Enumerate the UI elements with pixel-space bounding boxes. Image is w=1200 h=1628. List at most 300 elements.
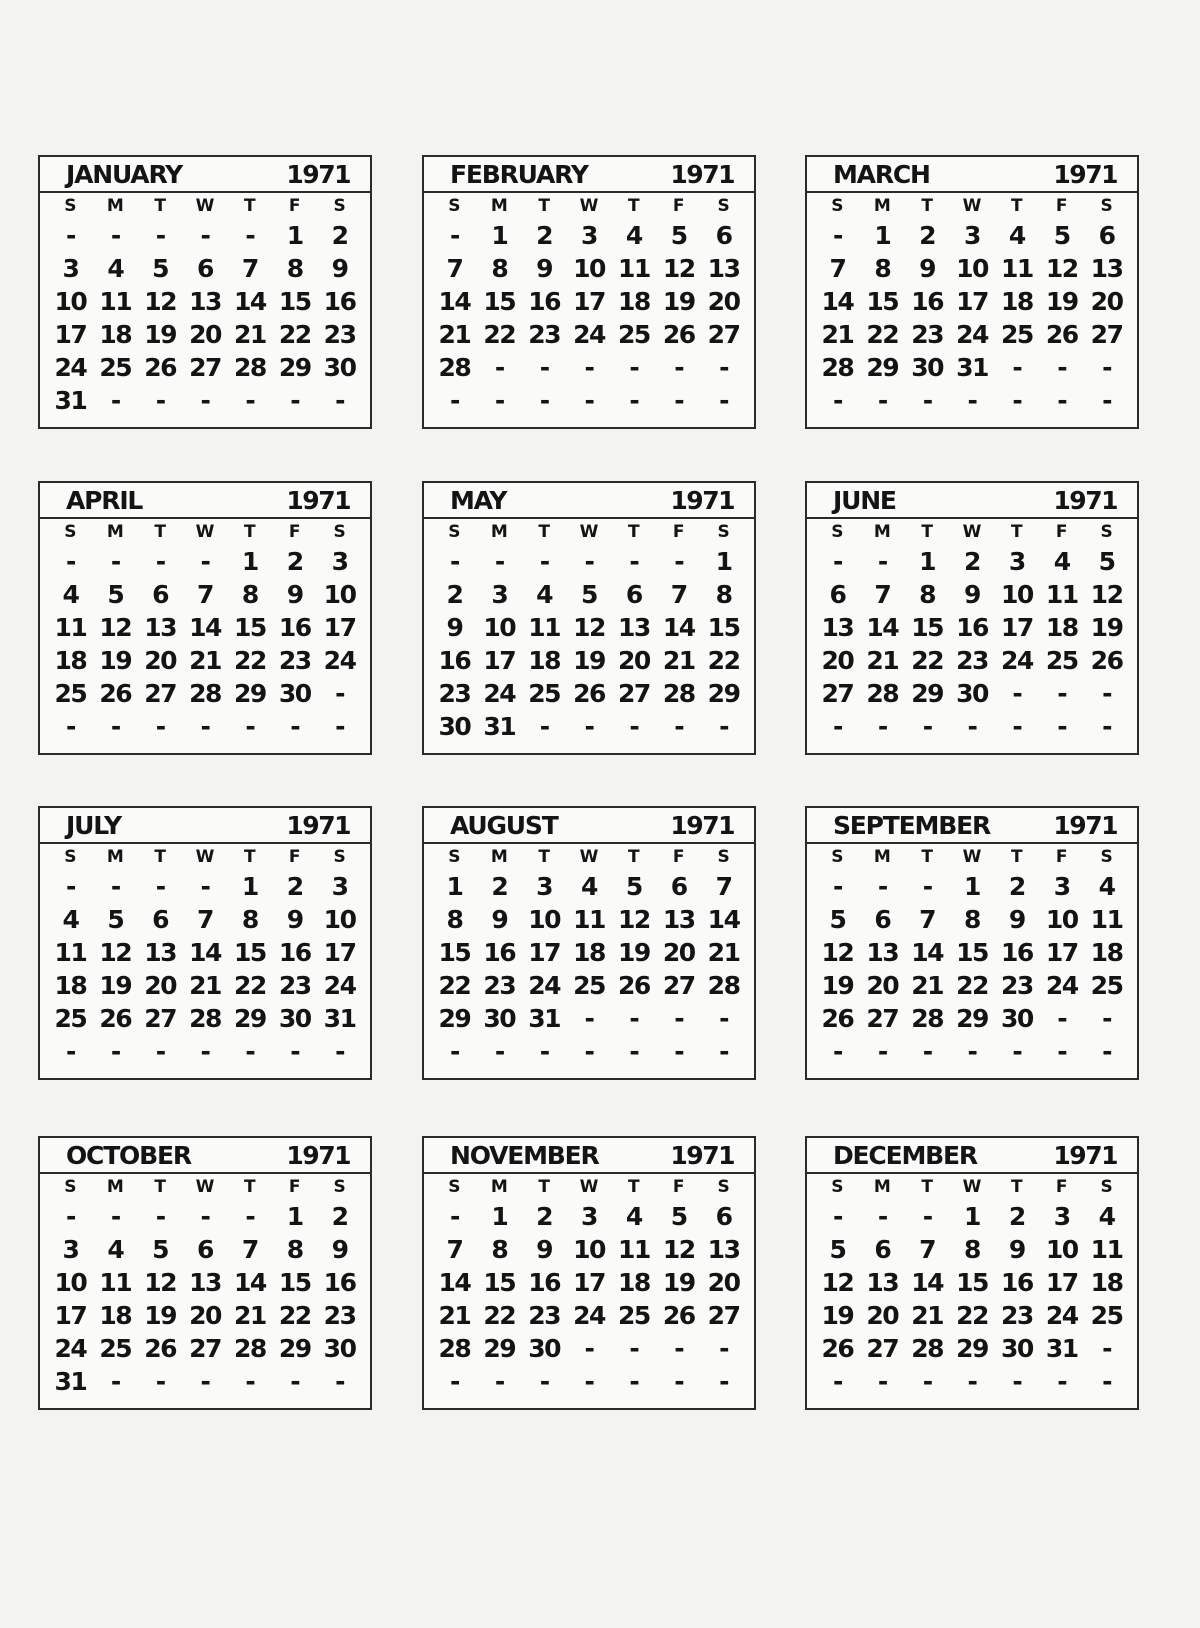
- day-cell: 4: [107, 254, 124, 283]
- day-cell: 21: [866, 646, 899, 675]
- day-cell: 3: [1008, 547, 1025, 576]
- day-placeholder: -: [832, 872, 842, 901]
- day-cell: 25: [573, 971, 605, 1000]
- day-placeholder: -: [584, 1367, 594, 1396]
- day-cell: 19: [821, 1301, 854, 1330]
- weekday-label: T: [538, 1177, 550, 1197]
- weekday-label: S: [831, 522, 844, 542]
- day-grid: [40, 219, 370, 417]
- day-cell: 20: [617, 646, 650, 675]
- day-cell: 16: [323, 287, 356, 316]
- day-placeholder: -: [877, 872, 887, 901]
- day-placeholder: -: [245, 221, 255, 250]
- day-cell: 5: [107, 905, 124, 934]
- day-cell: 3: [331, 872, 348, 901]
- day-cell: 12: [662, 254, 695, 283]
- day-placeholder: -: [832, 386, 842, 415]
- day-cell: 14: [233, 1268, 266, 1297]
- day-cell: 15: [866, 287, 899, 316]
- weekday-label: S: [831, 196, 844, 216]
- day-cell: 22: [911, 646, 944, 675]
- day-cell: 15: [438, 938, 471, 967]
- day-cell: 13: [821, 613, 854, 642]
- day-cell: 18: [54, 971, 87, 1000]
- day-cell: 11: [617, 254, 650, 283]
- day-cell: 11: [573, 905, 605, 934]
- month-header: [807, 157, 1137, 193]
- day-placeholder: -: [629, 1037, 639, 1066]
- day-cell: 15: [707, 613, 740, 642]
- month-header: [424, 1138, 754, 1174]
- day-cell: 17: [528, 938, 561, 967]
- day-placeholder: -: [494, 1037, 504, 1066]
- day-cell: 24: [1045, 1301, 1078, 1330]
- day-cell: 4: [62, 905, 79, 934]
- day-placeholder: -: [832, 1202, 842, 1231]
- day-cell: 20: [144, 646, 177, 675]
- day-cell: 31: [323, 1004, 356, 1033]
- day-cell: 9: [331, 1235, 348, 1264]
- day-placeholder: -: [245, 1037, 255, 1066]
- day-cell: 7: [874, 580, 891, 609]
- month-year: 1971: [1053, 1141, 1117, 1170]
- day-cell: 31: [528, 1004, 561, 1033]
- day-placeholder: -: [65, 221, 75, 250]
- day-cell: 30: [438, 712, 471, 741]
- day-cell: 3: [491, 580, 508, 609]
- month-card-june: [805, 481, 1139, 755]
- month-year: 1971: [1053, 486, 1117, 515]
- day-cell: 23: [528, 320, 561, 349]
- day-placeholder: -: [1102, 1004, 1112, 1033]
- day-cell: 15: [956, 1268, 988, 1297]
- day-placeholder: -: [335, 1367, 345, 1396]
- month-header: [424, 808, 754, 844]
- weekday-label: M: [106, 522, 124, 542]
- day-placeholder: -: [1057, 1004, 1067, 1033]
- weekday-label: T: [154, 196, 166, 216]
- month-name: AUGUST: [450, 811, 558, 840]
- day-placeholder: -: [245, 1202, 255, 1231]
- day-placeholder: -: [1057, 1367, 1067, 1396]
- day-cell: 15: [483, 287, 516, 316]
- day-cell: 11: [528, 613, 561, 642]
- day-placeholder: -: [967, 1037, 977, 1066]
- day-cell: 15: [233, 938, 266, 967]
- day-placeholder: -: [539, 386, 549, 415]
- day-cell: 7: [919, 905, 936, 934]
- day-cell: 26: [144, 353, 177, 382]
- day-cell: 20: [189, 320, 221, 349]
- day-cell: 11: [1045, 580, 1078, 609]
- day-placeholder: -: [65, 1202, 75, 1231]
- month-card-october: [38, 1136, 372, 1410]
- day-placeholder: -: [110, 872, 120, 901]
- day-placeholder: -: [290, 1367, 300, 1396]
- day-cell: 21: [821, 320, 854, 349]
- day-cell: 11: [1090, 905, 1123, 934]
- weekday-row: [40, 519, 370, 545]
- day-placeholder: -: [629, 547, 639, 576]
- day-cell: 6: [715, 221, 732, 250]
- weekday-label: M: [873, 847, 891, 867]
- day-cell: 14: [707, 905, 740, 934]
- day-grid: [40, 545, 370, 743]
- month-year: 1971: [670, 811, 734, 840]
- day-cell: 5: [107, 580, 124, 609]
- weekday-label: S: [831, 1177, 844, 1197]
- day-cell: 27: [866, 1334, 899, 1363]
- day-grid: [40, 1200, 370, 1398]
- day-cell: 2: [331, 221, 348, 250]
- day-placeholder: -: [155, 1202, 165, 1231]
- day-cell: 28: [189, 679, 221, 708]
- day-placeholder: -: [200, 386, 210, 415]
- day-cell: 28: [233, 353, 266, 382]
- day-cell: 31: [483, 712, 516, 741]
- day-cell: 27: [707, 320, 740, 349]
- day-cell: 5: [829, 905, 846, 934]
- day-cell: 16: [1000, 938, 1033, 967]
- day-cell: 26: [1090, 646, 1123, 675]
- day-cell: 17: [1045, 938, 1078, 967]
- month-name: SEPTEMBER: [833, 811, 990, 840]
- day-placeholder: -: [629, 712, 639, 741]
- day-placeholder: -: [967, 386, 977, 415]
- weekday-label: S: [448, 196, 461, 216]
- day-placeholder: -: [877, 386, 887, 415]
- day-cell: 8: [491, 254, 508, 283]
- month-name: MARCH: [833, 160, 930, 189]
- day-cell: 14: [189, 613, 221, 642]
- month-header: [40, 483, 370, 519]
- day-cell: 25: [1000, 320, 1033, 349]
- day-cell: 9: [536, 1235, 553, 1264]
- day-cell: 14: [233, 287, 266, 316]
- weekday-label: W: [962, 196, 982, 216]
- weekday-label: T: [1011, 522, 1023, 542]
- day-placeholder: -: [449, 386, 459, 415]
- day-cell: 10: [54, 1268, 87, 1297]
- day-cell: 22: [438, 971, 471, 1000]
- day-cell: 14: [189, 938, 221, 967]
- weekday-row: [40, 1174, 370, 1200]
- weekday-label: F: [672, 1177, 685, 1197]
- day-cell: 16: [278, 613, 311, 642]
- day-placeholder: -: [65, 712, 75, 741]
- day-placeholder: -: [539, 712, 549, 741]
- day-placeholder: -: [245, 712, 255, 741]
- day-cell: 24: [483, 679, 516, 708]
- day-placeholder: -: [584, 1037, 594, 1066]
- day-cell: 26: [99, 1004, 132, 1033]
- day-cell: 14: [438, 1268, 471, 1297]
- weekday-label: T: [244, 847, 256, 867]
- day-cell: 27: [707, 1301, 740, 1330]
- day-cell: 13: [144, 938, 177, 967]
- weekday-row: [40, 193, 370, 219]
- weekday-label: W: [962, 1177, 982, 1197]
- month-name: JANUARY: [66, 160, 183, 189]
- day-placeholder: -: [200, 547, 210, 576]
- day-cell: 29: [438, 1004, 471, 1033]
- day-cell: 14: [911, 1268, 944, 1297]
- day-cell: 25: [54, 1004, 87, 1033]
- day-cell: 3: [331, 547, 348, 576]
- day-placeholder: -: [155, 872, 165, 901]
- day-cell: 22: [956, 1301, 988, 1330]
- day-cell: 23: [956, 646, 988, 675]
- day-grid: [424, 1200, 754, 1398]
- day-cell: 14: [438, 287, 471, 316]
- day-cell: 3: [536, 872, 553, 901]
- day-placeholder: -: [1012, 679, 1022, 708]
- day-cell: 4: [62, 580, 79, 609]
- day-cell: 1: [491, 1202, 508, 1231]
- day-cell: 18: [528, 646, 561, 675]
- day-cell: 8: [286, 1235, 303, 1264]
- day-cell: 6: [874, 905, 891, 934]
- day-cell: 7: [829, 254, 846, 283]
- day-cell: 8: [715, 580, 732, 609]
- day-cell: 22: [956, 971, 988, 1000]
- day-cell: 15: [483, 1268, 516, 1297]
- day-cell: 25: [528, 679, 561, 708]
- day-cell: 26: [821, 1334, 854, 1363]
- month-year: 1971: [670, 486, 734, 515]
- month-card-january: [38, 155, 372, 429]
- day-cell: 23: [323, 320, 356, 349]
- weekday-label: T: [1011, 847, 1023, 867]
- day-cell: 26: [1045, 320, 1078, 349]
- day-cell: 10: [1045, 905, 1078, 934]
- day-cell: 9: [1008, 1235, 1025, 1264]
- day-cell: 20: [662, 938, 695, 967]
- day-cell: 1: [241, 872, 258, 901]
- day-cell: 12: [99, 938, 132, 967]
- day-cell: 24: [54, 353, 87, 382]
- month-year: 1971: [286, 486, 350, 515]
- day-cell: 19: [662, 1268, 695, 1297]
- day-cell: 6: [197, 1235, 213, 1264]
- day-cell: 6: [715, 1202, 732, 1231]
- day-cell: 17: [323, 938, 356, 967]
- day-cell: 27: [144, 1004, 177, 1033]
- month-card-november: [422, 1136, 756, 1410]
- day-cell: 2: [331, 1202, 348, 1231]
- weekday-label: S: [717, 522, 730, 542]
- day-cell: 27: [821, 679, 854, 708]
- month-year: 1971: [286, 811, 350, 840]
- day-cell: 30: [278, 1004, 311, 1033]
- day-grid: [424, 219, 754, 417]
- day-cell: 7: [241, 254, 258, 283]
- day-cell: 18: [99, 1301, 132, 1330]
- day-cell: 28: [866, 679, 899, 708]
- day-cell: 16: [438, 646, 471, 675]
- month-year: 1971: [286, 160, 350, 189]
- day-placeholder: -: [200, 1202, 210, 1231]
- day-cell: 16: [323, 1268, 356, 1297]
- day-cell: 29: [911, 679, 944, 708]
- day-cell: 17: [573, 287, 605, 316]
- weekday-label: S: [64, 522, 77, 542]
- day-cell: 10: [323, 580, 356, 609]
- day-cell: 18: [1090, 1268, 1123, 1297]
- day-placeholder: -: [584, 547, 594, 576]
- day-placeholder: -: [832, 221, 842, 250]
- day-cell: 9: [491, 905, 508, 934]
- day-cell: 10: [573, 254, 605, 283]
- day-placeholder: -: [1057, 386, 1067, 415]
- weekday-row: [807, 519, 1137, 545]
- day-placeholder: -: [1102, 712, 1112, 741]
- day-cell: 19: [617, 938, 650, 967]
- weekday-label: F: [1055, 847, 1068, 867]
- day-cell: 17: [573, 1268, 605, 1297]
- day-cell: 21: [189, 971, 221, 1000]
- day-cell: 22: [278, 320, 311, 349]
- day-cell: 26: [99, 679, 132, 708]
- day-cell: 20: [189, 1301, 221, 1330]
- day-cell: 5: [152, 254, 169, 283]
- day-cell: 1: [874, 221, 891, 250]
- day-cell: 29: [866, 353, 899, 382]
- day-placeholder: -: [877, 712, 887, 741]
- day-placeholder: -: [539, 353, 549, 382]
- day-cell: 22: [483, 1301, 516, 1330]
- month-card-april: [38, 481, 372, 755]
- day-placeholder: -: [245, 386, 255, 415]
- day-cell: 2: [446, 580, 463, 609]
- day-cell: 26: [617, 971, 650, 1000]
- day-cell: 13: [662, 905, 695, 934]
- day-placeholder: -: [1012, 712, 1022, 741]
- day-placeholder: -: [674, 1037, 684, 1066]
- day-cell: 28: [821, 353, 854, 382]
- day-placeholder: -: [494, 1367, 504, 1396]
- weekday-row: [807, 1174, 1137, 1200]
- day-cell: 21: [438, 320, 471, 349]
- weekday-label: W: [962, 847, 982, 867]
- day-cell: 3: [1053, 872, 1070, 901]
- day-cell: 22: [278, 1301, 311, 1330]
- day-cell: 24: [54, 1334, 87, 1363]
- day-placeholder: -: [832, 1037, 842, 1066]
- weekday-label: F: [288, 847, 301, 867]
- weekday-label: M: [106, 1177, 124, 1197]
- month-header: [807, 483, 1137, 519]
- day-cell: 19: [821, 971, 854, 1000]
- day-placeholder: -: [674, 1004, 684, 1033]
- day-cell: 1: [446, 872, 463, 901]
- day-cell: 14: [866, 613, 899, 642]
- day-grid: [424, 545, 754, 743]
- day-cell: 11: [54, 613, 87, 642]
- day-placeholder: -: [1102, 353, 1112, 382]
- day-placeholder: -: [155, 1037, 165, 1066]
- day-placeholder: -: [1012, 386, 1022, 415]
- day-placeholder: -: [335, 1037, 345, 1066]
- day-cell: 12: [144, 287, 177, 316]
- day-cell: 7: [715, 872, 732, 901]
- day-cell: 24: [323, 971, 356, 1000]
- day-placeholder: -: [494, 386, 504, 415]
- day-cell: 1: [286, 221, 303, 250]
- day-cell: 16: [483, 938, 516, 967]
- month-year: 1971: [286, 1141, 350, 1170]
- day-grid: [424, 870, 754, 1068]
- weekday-label: T: [244, 522, 256, 542]
- day-cell: 23: [278, 971, 311, 1000]
- day-cell: 15: [278, 287, 311, 316]
- day-cell: 30: [1000, 1004, 1033, 1033]
- day-placeholder: -: [155, 1367, 165, 1396]
- day-cell: 6: [1098, 221, 1115, 250]
- day-placeholder: -: [584, 386, 594, 415]
- day-cell: 2: [536, 221, 553, 250]
- day-cell: 6: [152, 905, 169, 934]
- day-cell: 19: [144, 320, 177, 349]
- day-cell: 7: [670, 580, 687, 609]
- day-cell: 7: [919, 1235, 936, 1264]
- day-cell: 2: [919, 221, 936, 250]
- weekday-row: [40, 844, 370, 870]
- day-cell: 11: [99, 1268, 132, 1297]
- day-placeholder: -: [335, 712, 345, 741]
- day-cell: 14: [662, 613, 695, 642]
- day-cell: 8: [241, 580, 258, 609]
- day-placeholder: -: [1102, 386, 1112, 415]
- weekday-label: F: [672, 196, 685, 216]
- day-cell: 10: [956, 254, 988, 283]
- day-placeholder: -: [674, 353, 684, 382]
- day-cell: 20: [866, 971, 899, 1000]
- day-placeholder: -: [1057, 353, 1067, 382]
- month-card-september: [805, 806, 1139, 1080]
- day-cell: 9: [286, 905, 303, 934]
- day-grid: [807, 1200, 1137, 1398]
- day-cell: 28: [189, 1004, 221, 1033]
- day-cell: 29: [233, 679, 266, 708]
- day-placeholder: -: [719, 712, 729, 741]
- weekday-label: S: [333, 196, 346, 216]
- day-cell: 21: [911, 1301, 944, 1330]
- day-cell: 12: [1090, 580, 1123, 609]
- day-placeholder: -: [65, 1037, 75, 1066]
- weekday-label: M: [106, 196, 124, 216]
- day-cell: 30: [483, 1004, 516, 1033]
- weekday-label: T: [244, 196, 256, 216]
- day-cell: 5: [152, 1235, 169, 1264]
- day-cell: 3: [581, 1202, 597, 1231]
- day-cell: 29: [483, 1334, 516, 1363]
- day-cell: 3: [581, 221, 597, 250]
- day-cell: 18: [573, 938, 605, 967]
- day-placeholder: -: [629, 1367, 639, 1396]
- day-placeholder: -: [1057, 1037, 1067, 1066]
- day-cell: 9: [964, 580, 980, 609]
- day-placeholder: -: [922, 1367, 932, 1396]
- day-cell: 4: [1053, 547, 1070, 576]
- day-cell: 9: [919, 254, 936, 283]
- day-placeholder: -: [832, 712, 842, 741]
- weekday-label: T: [154, 1177, 166, 1197]
- day-placeholder: -: [449, 547, 459, 576]
- day-placeholder: -: [719, 1004, 729, 1033]
- day-cell: 6: [625, 580, 642, 609]
- day-cell: 8: [919, 580, 936, 609]
